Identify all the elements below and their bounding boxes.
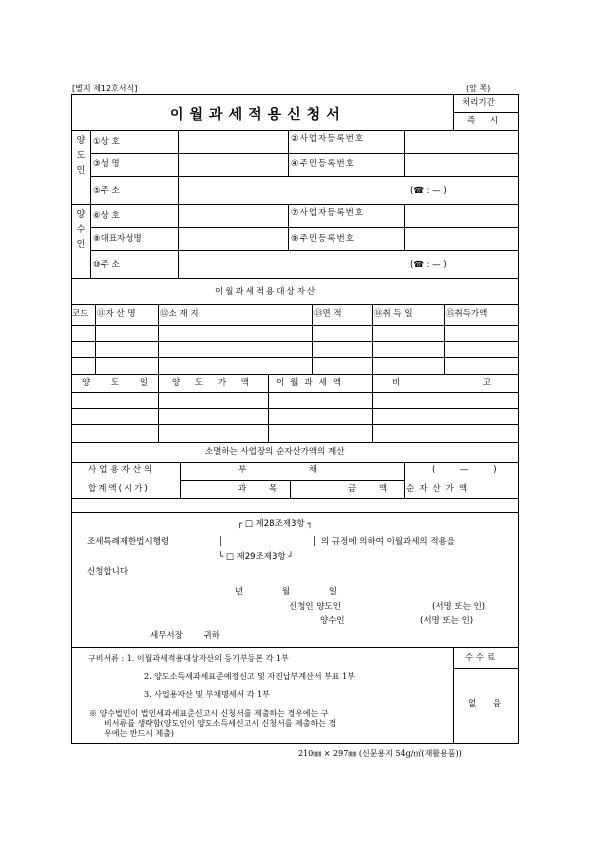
attachments-item2: 2. 양도소득세과세표준예정신고 및 자진납부계산서 부표 1부	[144, 672, 355, 681]
transferor-trade-name-label: ①상 호	[93, 137, 120, 147]
attachments-item1: 구비서류 : 1. 이월과세적용대상자산의 등기부등본 각 1부	[88, 654, 289, 663]
biz-assets-label: 사업용자산의	[88, 465, 156, 475]
attachments-note-line2: 비서류를 생략함(양도인이 양도소득세신고시 신청서를 제출하는 경	[104, 719, 337, 728]
net-asset-value-label: 순자산가액	[406, 484, 473, 494]
attachments-note-line1: ※ 양수법인이 법인세과세표준신고시 신청서를 제출하는 경우에는 구	[89, 709, 329, 718]
paper-spec-footer: 210㎜ × 297㎜ (신문용지 54g/㎡(재활용품))	[298, 749, 462, 758]
fee-label: 수 수 료	[465, 653, 496, 663]
net-assets-bracket: ( — )	[432, 465, 497, 475]
applicant-transferee: 양수인	[320, 616, 345, 626]
option-article-28: ┌ □ 제28조제3항 ┐	[237, 519, 313, 529]
transferee-biz-no-label: ⑦사업자등록번호	[291, 208, 365, 218]
transferee-side-label: 양수인	[76, 210, 86, 250]
transfer-header-deferred-tax: 이월과세액	[276, 378, 348, 388]
transferor-address-label: ⑤주 소	[93, 186, 120, 196]
applicant-transferor: 신청인 양도인	[289, 602, 341, 612]
transferee-trade-name-label: ⑥상 호	[93, 211, 120, 221]
transferor-side-label: 양도인	[76, 136, 86, 176]
addressee: 세무서장 귀하	[150, 631, 220, 641]
request-text: 신청합니다	[87, 567, 129, 577]
subject-label: 과 목	[238, 484, 278, 494]
attachments-item3: 3. 사업용자산 및 부채명세서 각 1부	[144, 690, 270, 699]
processing-period-label: 처리기간	[462, 98, 495, 108]
applicant-transferee-sign: (서명 또는 인)	[420, 616, 474, 626]
processing-period-value: 즉 시	[467, 116, 505, 126]
liabilities-label: 부 채	[238, 465, 318, 475]
statement-clause: 의 규정에 의하여 이월과세의 적용을	[321, 537, 455, 547]
net-assets-section-title: 소멸하는 사업장의 순자산가액의 계산	[205, 447, 345, 457]
form-title: 이월과세적용신청서	[170, 107, 346, 123]
transfer-header-price: 양 도 가 액	[172, 378, 255, 388]
form-number: [별지 제12호서식]	[72, 84, 138, 93]
total-market-value-label: 합계액(시가)	[88, 484, 150, 494]
transfer-header-date: 양 도 일	[82, 378, 158, 388]
transferor-biz-no-label: ②사업자등록번호	[291, 134, 365, 144]
assets-header-area: ⑬면 적	[314, 309, 342, 319]
assets-section-title: 이월과세적용대상자산	[215, 287, 318, 297]
date-line: 년 월 일	[235, 587, 338, 597]
law-name: 조세특례제한법시행령	[87, 537, 170, 547]
applicant-transferor-sign: (서명 또는 인)	[432, 602, 486, 612]
transfer-header-remarks: 비 고	[392, 378, 492, 388]
transferor-phone: (☎ : — )	[410, 186, 447, 196]
transferee-rep-name-label: ⑧대표자성명	[93, 234, 142, 244]
page-side: (앞 쪽)	[466, 84, 491, 93]
assets-header-code: 코드	[72, 309, 89, 319]
amount-label: 금 액	[348, 484, 388, 494]
transferee-phone: (☎ : — )	[410, 260, 447, 270]
assets-header-acq-price: ⑮취득가액	[446, 309, 488, 319]
transferee-rrn-label: ⑨주민등록번호	[291, 234, 355, 244]
assets-header-name: ⑪자 산 명	[97, 309, 136, 319]
option-article-29: └ □ 제29조제3항 ┘	[218, 552, 294, 562]
assets-header-location: ⑫소 재 지	[160, 309, 199, 319]
fee-value: 없 음	[468, 699, 502, 709]
transferee-address-label: ⑩주 소	[93, 260, 120, 270]
attachments-note-line3: 우에는 반드시 제출)	[104, 729, 175, 738]
assets-header-acq-date: ⑭취 득 일	[374, 309, 413, 319]
transferor-rrn-label: ④주민등록번호	[291, 159, 355, 169]
transferor-name-label: ③성 명	[93, 159, 120, 169]
